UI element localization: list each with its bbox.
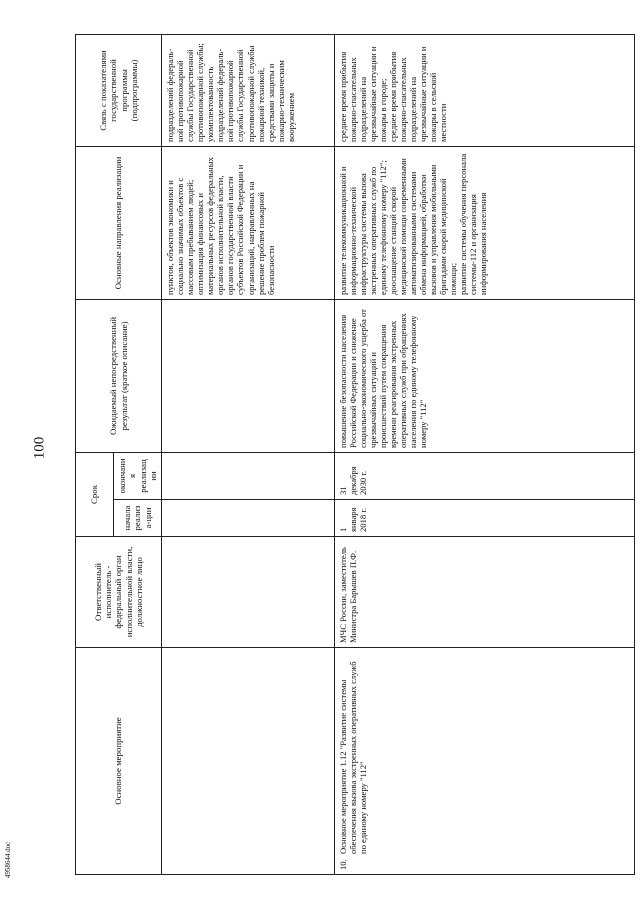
document-code: 4958644.doc <box>4 841 12 879</box>
header-term-start: начала реализа-ции <box>114 500 162 537</box>
cell-main-event <box>334 648 634 875</box>
cell-link: среднее время прибытия пожарно-спасательных подразделений на чрезвычайные ситуации и пожары в городе; среднее время прибытия пожарно-спасательных подразделений на чрезвычайные ситуации и пожары в сельской местности <box>334 34 634 146</box>
cell-empty <box>162 648 335 875</box>
header-directions: Основные направления реализации <box>76 146 162 299</box>
header-term-end: окончания реализации <box>114 452 162 499</box>
header-main-event: Основное мероприятие <box>76 648 162 875</box>
header-expected-result: Ожидаемый непосредственный результат (краткое описание) <box>76 299 162 452</box>
cell-expected-result: повышение безопасности населения Российской Федерации и снижение социально-экономического ущерба от чрезвычайных ситуаций и происшествий путем сокращения времени реагирования экстренных оперативных служб при обращениях населения по единому телефонному номеру "112" <box>334 299 634 452</box>
row-number: 10. <box>337 859 348 870</box>
cell-empty <box>162 500 335 537</box>
table-row-continuation <box>162 34 335 874</box>
cell-empty <box>162 452 335 499</box>
header-term: Срок <box>76 452 114 536</box>
cell-link: подразделений федераль-ной противопожарной службы Государственной противопожарной службы; укомплектованность подразделений федераль-ной противопожарной службы Государственной противопожарной службы пожарной техникой, средствами защиты и пожарно-техническим вооружением <box>162 34 335 146</box>
measures-table <box>75 34 635 875</box>
cell-directions: пунктов, объектов экономики и социально значимых объектов с массовым пребыванием людей; оптимизация финансовых и материальных ресурсов федеральных органов исполнительной власти, органов государственной власти субъектов Российской Федерации и организаций, направленных на решение проблем пожарной безопасности <box>162 146 335 299</box>
event-title: Основное мероприятие 1.12 "Развитие системы обеспечения вызова экстренных оперативных служб по единому номеру "112" <box>337 661 368 854</box>
rotated-table-wrapper <box>75 35 635 875</box>
table-row-10 <box>334 34 634 874</box>
header-responsible: Ответственный исполнитель - федеральный орган исполнительной власти, должностное лицо <box>76 537 162 648</box>
header-link: Связь с показателями государственной программы (подпрограммы) <box>76 34 162 146</box>
cell-responsible: МЧС России, заместитель Министра Барышев П.Ф. <box>334 537 634 648</box>
page-number: 100 <box>31 436 48 460</box>
cell-empty <box>162 537 335 648</box>
cell-empty <box>162 299 335 452</box>
cell-term-end: 31 декабря 2030 г. <box>334 452 634 499</box>
cell-directions: развитие телекоммуникационной и информационно-технической инфраструктуры системы вызова экстренных оперативных служб по единому телефонному номеру "112"; дооснащение станций скорой медицинской помощи современными автоматизированными системами обмена информацией, обработки вызовов и управления мобильными бригадами скорой медицинской помощи; развитие системы обучения персонала системы-112 и организация информирования населения <box>334 146 634 299</box>
cell-term-start: 1 января 2018 г. <box>334 500 634 537</box>
